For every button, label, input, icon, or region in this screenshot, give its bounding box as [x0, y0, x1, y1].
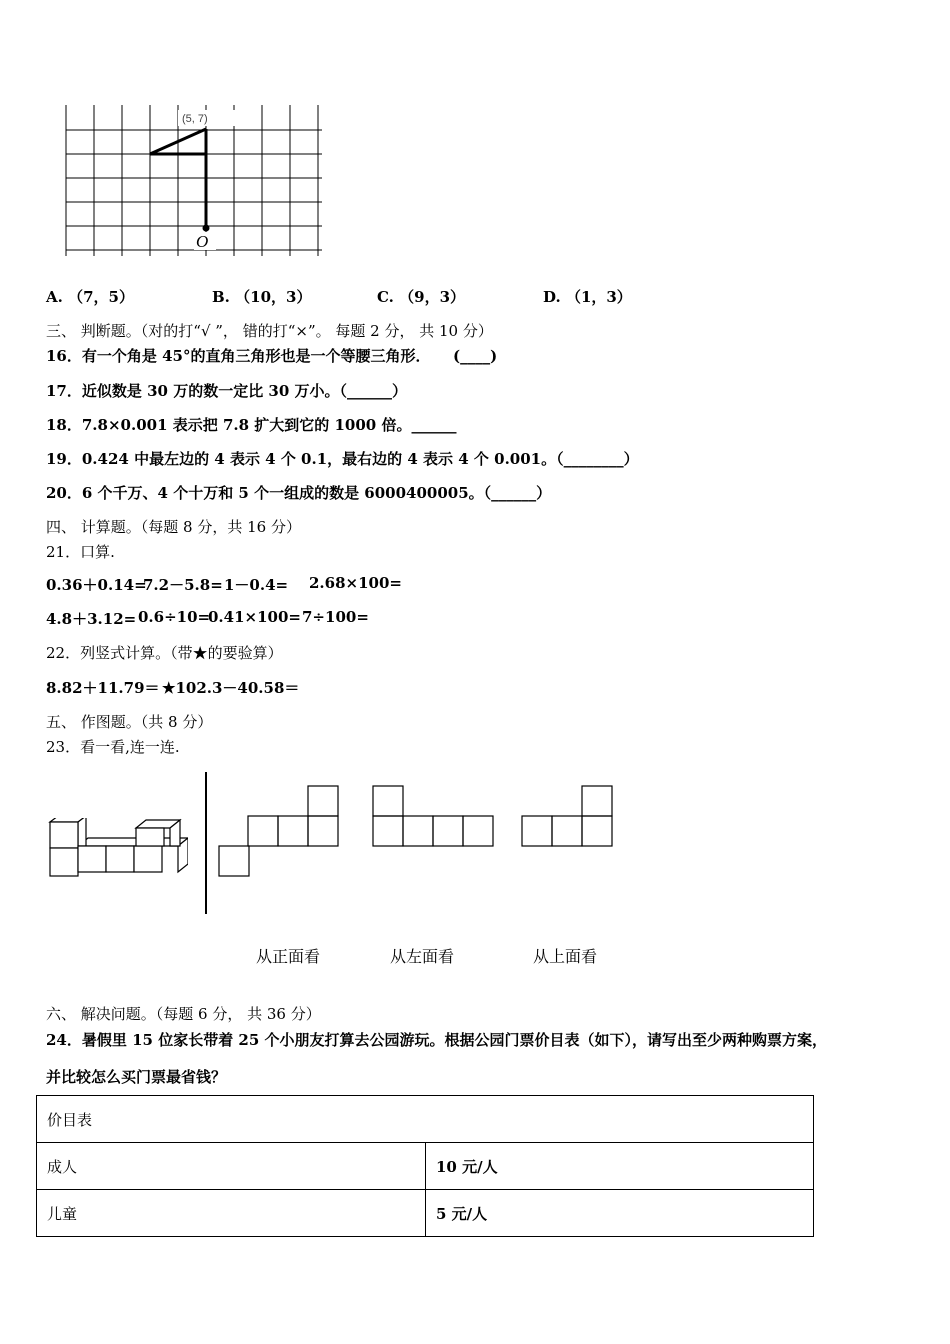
price-table: [36, 1095, 814, 1237]
coordinate-grid-figure: [60, 100, 330, 260]
mental-math-2-3: 0.41×100=: [208, 608, 301, 626]
ticket-type-adult: 成人: [37, 1143, 426, 1190]
question-18: 18．7.8×0.001 表示把 7.8 扩大到它的 1000 倍。______: [46, 416, 457, 434]
mental-math-1-1: 0.36＋0.14=: [46, 576, 147, 594]
origin-label: O: [196, 232, 209, 251]
question-22-title: 22．列竖式计算。（带★的要验算）: [46, 644, 283, 662]
ticket-price-child: 5 元/人: [426, 1190, 814, 1237]
vertical-calc-1: 8.82＋11.79＝: [46, 679, 160, 697]
price-table-title: 价目表: [37, 1096, 814, 1143]
ticket-type-child: 儿童: [37, 1190, 426, 1237]
option-c: C. （9，3）: [377, 288, 466, 306]
label-top-view: 从上面看: [533, 947, 598, 966]
ticket-price-adult: 10 元/人: [426, 1143, 814, 1190]
question-24-line1: 24．暑假里 15 位家长带着 25 个小朋友打算去公园游玩。根据公园门票价目表（如下），请写出至少两种购票方案，: [46, 1031, 828, 1049]
vertical-calc-2: ★102.3－40.58＝: [162, 679, 300, 697]
label-left-view: 从左面看: [390, 947, 455, 966]
table-row: [37, 1096, 814, 1143]
option-b: B. （10，3）: [212, 288, 312, 306]
section6-heading: 六、 解决问题。（每题 6 分， 共 36 分）: [46, 1005, 321, 1023]
divider-line: [205, 772, 207, 914]
question-21-title: 21．口算.: [46, 543, 115, 561]
cube-stack-figure: [48, 818, 188, 880]
point-label: (5, 7): [182, 113, 208, 125]
origin-point: [203, 225, 210, 232]
view-shape-left: [372, 785, 498, 848]
table-row: [37, 1190, 814, 1237]
label-front-view: 从正面看: [256, 947, 321, 966]
question-17: 17．近似数是 30 万的数一定比 30 万小。（______）: [46, 382, 408, 400]
section3-heading: 三、 判断题。（对的打“√ ”， 错的打“×”。 每题 2 分， 共 10 分）: [46, 322, 493, 340]
option-a: A. （7，5）: [46, 288, 134, 306]
mental-math-2-2: 0.6÷10=: [138, 608, 211, 626]
option-d: D. （1，3）: [543, 288, 632, 306]
mental-math-1-3: 1－0.4=: [224, 576, 289, 594]
question-23-title: 23．看一看,连一连.: [46, 738, 180, 756]
question-24-line2: 并比较怎么买门票最省钱？: [46, 1068, 227, 1086]
table-row: [37, 1143, 814, 1190]
view-shape-top: [521, 785, 617, 848]
mental-math-1-4: 2.68×100=: [309, 574, 402, 592]
mental-math-2-4: 7÷100=: [302, 608, 369, 626]
section5-heading: 五、 作图题。（共 8 分）: [46, 713, 213, 731]
section4-heading: 四、 计算题。（每题 8 分，共 16 分）: [46, 518, 301, 536]
mental-math-1-2: 7.2－5.8=: [143, 576, 223, 594]
question-20: 20．6 个千万、4 个十万和 5 个一组成的数是 6000400005。（______）: [46, 484, 552, 502]
question-16: 16．有一个角是 45°的直角三角形也是一个等腰三角形． (____): [46, 347, 498, 365]
view-shape-front: [218, 785, 342, 878]
mental-math-2-1: 4.8＋3.12=: [46, 610, 137, 628]
question-19: 19．0.424 中最左边的 4 表示 4 个 0.1，最右边的 4 表示 4 个 0.001。（________）: [46, 450, 639, 468]
